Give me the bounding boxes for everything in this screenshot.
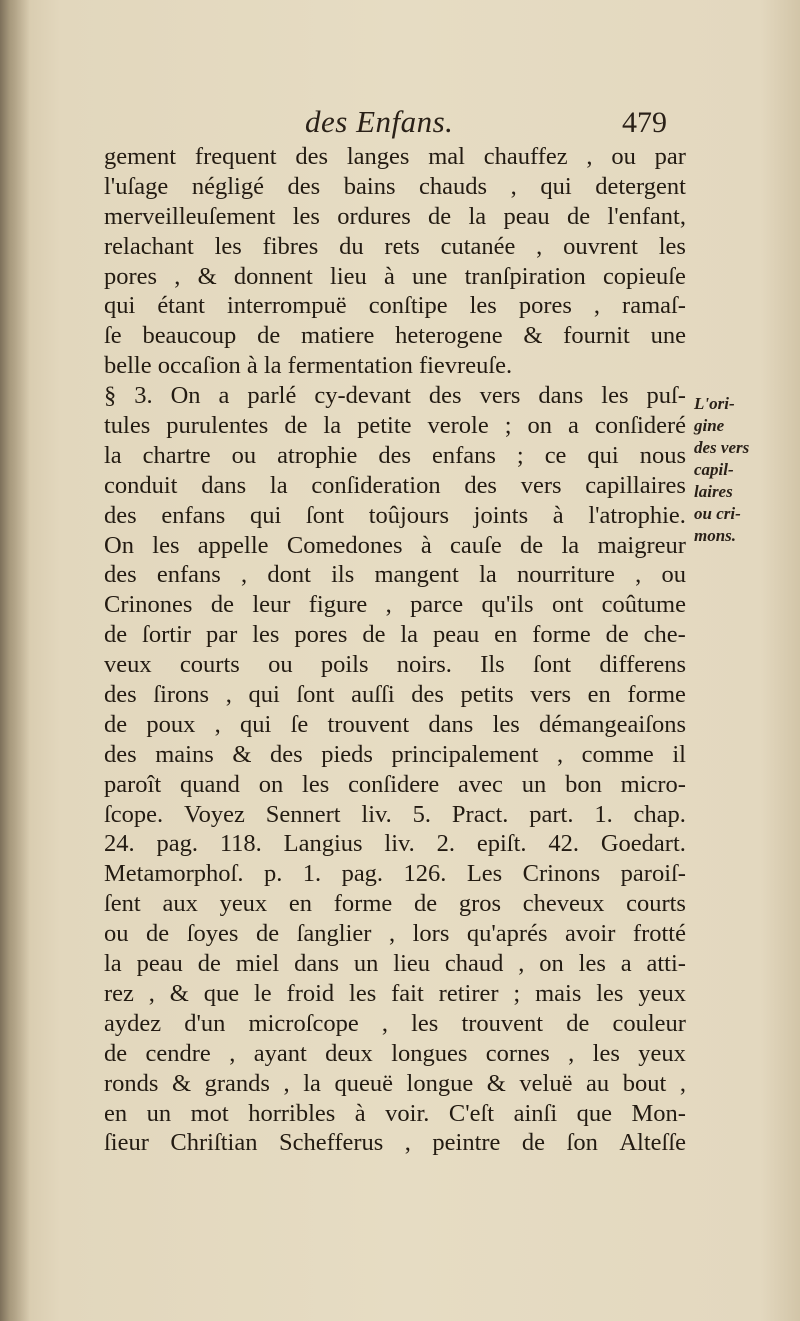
text-line: la chartre ou atrophie des enfans ; ce qui nous — [104, 441, 686, 469]
text-line: qui étant interrompuë conſtipe les pores , ramaſ- — [104, 292, 686, 320]
page-number: 479 — [622, 106, 667, 139]
margin-note-line: des vers — [694, 438, 750, 457]
text-line: des mains & des pieds principalement , comme il — [104, 740, 686, 768]
text-line: rez , & que le froid les fait retirer ; mais les yeux — [104, 979, 686, 1007]
text-line: de cendre , ayant deux longues cornes , les yeux — [104, 1039, 686, 1067]
text-line: gement frequent des langes mal chauffez , ou par — [104, 143, 686, 170]
page-gutter-shadow — [0, 0, 30, 1321]
text-line: Metamorphoſ. p. 1. pag. 126. Les Crinons paroiſ- — [104, 860, 686, 888]
running-head — [0, 104, 800, 144]
margin-note-line: L'ori- — [694, 394, 735, 413]
text-line: de poux , qui ſe trouvent dans les démangeaiſons — [104, 710, 686, 738]
margin-note — [694, 393, 794, 547]
text-line: ou de ſoyes de ſanglier , lors qu'aprés avoir frotté — [104, 920, 686, 948]
text-line: l'uſage négligé des bains chauds , qui detergent — [104, 172, 686, 200]
text-line: des enfans qui ſont toûjours joints à l'atrophie. — [104, 501, 686, 529]
text-line: ſe beaucoup de matiere heterogene & fournit une — [104, 322, 686, 350]
running-head-title: des Enfans. — [305, 104, 454, 139]
text-line: § 3. On a parlé cy-devant des vers dans les puſ- — [104, 382, 686, 410]
text-line: la peau de miel dans un lieu chaud , on les a atti- — [104, 950, 686, 978]
body-text — [104, 142, 686, 1158]
text-line: belle occaſion à la fermentation fievreuſe. — [104, 352, 513, 380]
text-line: paroît quand on les conſidere avec un bon micro- — [104, 770, 686, 798]
text-line: Crinones de leur figure , parce qu'ils ont coûtume — [104, 591, 686, 619]
text-line: conduit dans la conſideration des vers capillaires — [104, 471, 686, 499]
margin-note-line: capil- — [694, 460, 734, 479]
text-line: 24. pag. 118. Langius liv. 2. epiſt. 42. Goedart. — [104, 830, 686, 858]
margin-note-line: gine — [694, 416, 725, 435]
margin-note-line: mons. — [694, 526, 737, 545]
text-line: des ſirons , qui ſont auſſi des petits vers en forme — [104, 681, 686, 709]
text-line: aydez d'un microſcope , les trouvent de couleur — [104, 1009, 686, 1037]
text-line: On les appelle Comedones à cauſe de la maigreur — [104, 531, 686, 559]
text-line: ſent aux yeux en forme de gros cheveux courts — [104, 890, 686, 918]
text-line: ſieur Chriſtian Schefferus , peintre de ſon Alteſſe — [104, 1129, 686, 1157]
text-line: relachant les fibres du rets cutanée , ouvrent les — [104, 232, 686, 260]
margin-note-line: laires — [694, 482, 733, 501]
text-line: ſcope. Voyez Sennert liv. 5. Pract. part. 1. chap. — [104, 800, 686, 828]
text-line: veux courts ou poils noirs. Ils ſont differens — [104, 651, 686, 679]
text-line: pores , & donnent lieu à une tranſpiration copieuſe — [104, 262, 686, 290]
text-line: merveilleuſement les ordures de la peau de l'enfant, — [104, 202, 686, 230]
text-line: de ſortir par les pores de la peau en forme de che- — [104, 621, 686, 649]
text-line: des enfans , dont ils mangent la nourriture , ou — [104, 561, 686, 589]
text-line: ronds & grands , la queuë longue & veluë au bout , — [104, 1069, 686, 1097]
text-line: en un mot horribles à voir. C'eſt ainſi que Mon- — [104, 1099, 686, 1127]
text-line: tules purulentes de la petite verole ; on a conſideré — [104, 412, 686, 440]
margin-note-line: ou cri- — [694, 504, 741, 523]
